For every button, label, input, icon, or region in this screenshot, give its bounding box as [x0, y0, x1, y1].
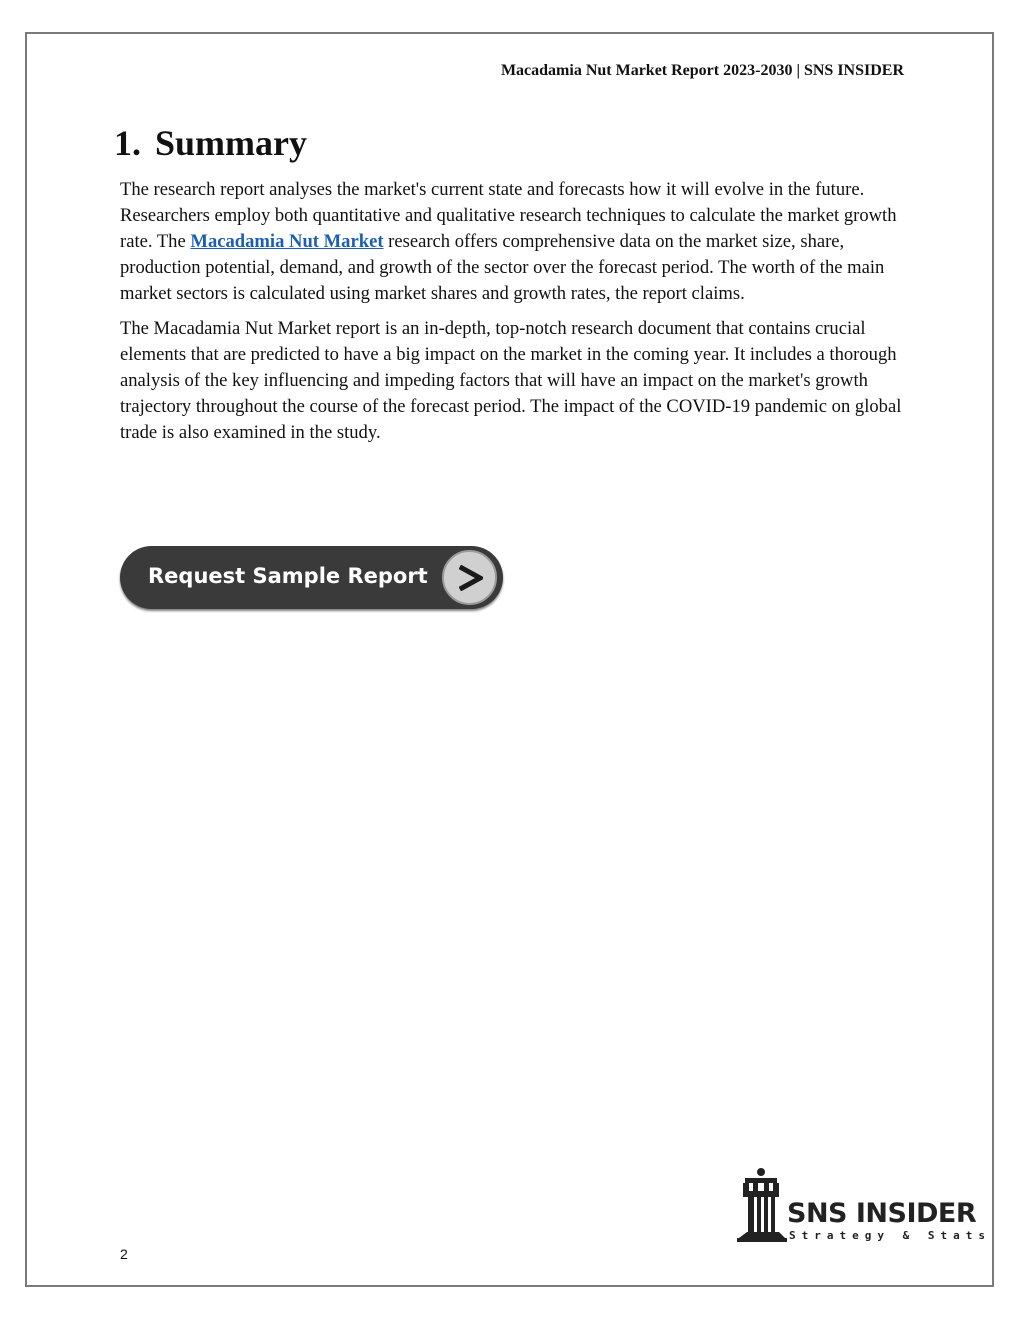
paragraph-1-rest: research offers comprehensive data on the market size, share, production potential, demand, and growth of the sector over the forecast period. The worth of the main market sectors is calculated using market shares and growth rates, the report claims. [120, 231, 885, 304]
chevron-right-icon [442, 550, 497, 605]
logo-wordmark: SNS INSIDER [787, 1198, 977, 1229]
request-sample-report-label: Request Sample Report [148, 564, 428, 588]
summary-body [120, 177, 902, 455]
section-heading [114, 120, 307, 166]
logo-tagline: Strategy & Stats [789, 1229, 991, 1242]
paragraph-2: The Macadamia Nut Market report is an in-depth, top-notch research document that contains crucial elements that are predicted to have a big impact on the market in the coming year. It includes a thorough analysis of the key influencing and impeding factors that will have an impact on the market's growth trajectory throughout the course of the forecast period. The impact of the COVID-19 pandemic on global trade is also examined in the study. [120, 318, 902, 443]
sns-insider-logo [735, 1166, 991, 1246]
section-title: Summary [155, 123, 307, 163]
section-number: 1. [114, 123, 141, 163]
chess-king-icon [735, 1166, 787, 1246]
running-header: Macadamia Nut Market Report 2023-2030 | SNS INSIDER [500, 62, 904, 79]
paragraph-1-intro: The research report analyses the market's current state and forecasts how it will evolve in the future. Researchers employ both quantitative and qualitative research techniques to calculate the market growth rate. The [120, 179, 897, 252]
market-report-link[interactable]: Macadamia Nut Market [190, 231, 384, 252]
request-sample-report-button[interactable] [120, 546, 503, 609]
page-number: 2 [120, 1246, 128, 1262]
paragraph-1 [120, 177, 902, 307]
